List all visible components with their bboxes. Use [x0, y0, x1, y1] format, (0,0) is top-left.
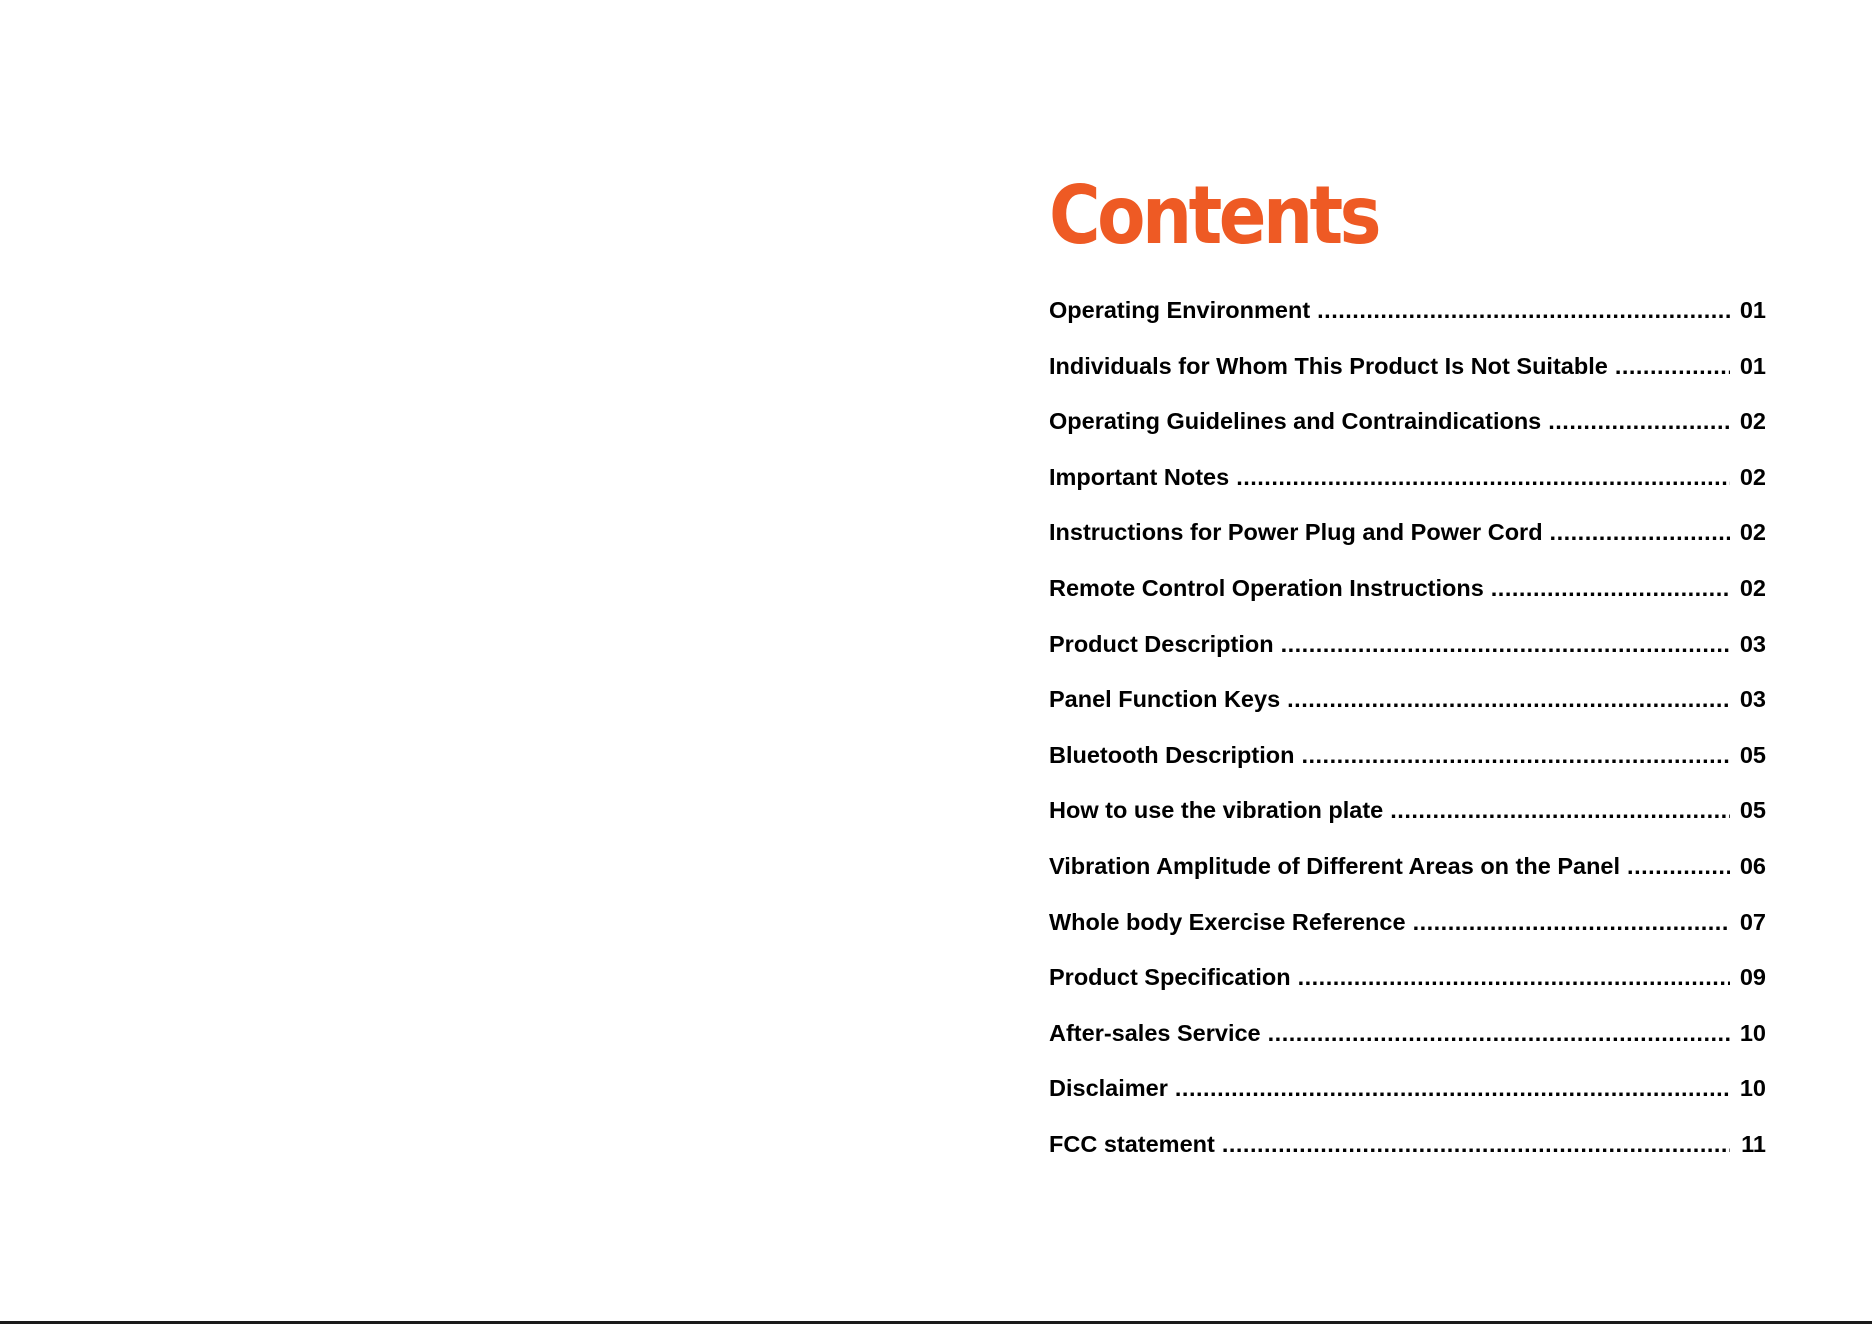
- toc-entry-page: 02: [1739, 574, 1766, 601]
- toc-entry-title: Disclaimer: [1049, 1075, 1168, 1102]
- toc-entry-page: 10: [1739, 1019, 1766, 1046]
- contents-heading: Contents: [1049, 169, 1379, 262]
- toc-entry-page: 06: [1739, 852, 1766, 879]
- toc-entry-page: 02: [1739, 519, 1766, 546]
- toc-entry-title: Operating Guidelines and Contraindications: [1049, 408, 1542, 435]
- toc-entry-title: Instructions for Power Plug and Power Cord: [1049, 519, 1543, 546]
- toc-entry[interactable]: [1049, 846, 1766, 902]
- toc-entry[interactable]: [1049, 401, 1766, 457]
- toc-entry-title: FCC statement: [1049, 1130, 1215, 1157]
- toc-entry-page: 02: [1739, 463, 1766, 490]
- toc-entry-title: Vibration Amplitude of Different Areas on the Panel: [1049, 852, 1621, 879]
- toc-dot-leader: [1548, 401, 1730, 441]
- toc-entry-page: 03: [1739, 630, 1766, 657]
- toc-entry-title: Operating Environment: [1049, 297, 1311, 323]
- toc-dot-leader: [1301, 735, 1730, 775]
- toc-entry[interactable]: [1049, 790, 1766, 846]
- toc-entry-page: 05: [1739, 797, 1766, 824]
- toc-entry-title: Product Specification: [1049, 964, 1291, 991]
- toc-entry[interactable]: [1049, 346, 1766, 402]
- toc-dot-leader: [1615, 346, 1730, 386]
- toc-dot-leader: [1287, 679, 1730, 719]
- toc-entry[interactable]: [1049, 568, 1766, 624]
- toc-entry-page: 11: [1741, 1130, 1766, 1157]
- toc-dot-leader: [1298, 957, 1730, 997]
- toc-dot-leader: [1413, 902, 1730, 942]
- toc-dot-leader: [1491, 568, 1730, 608]
- toc-entry[interactable]: [1049, 1124, 1766, 1180]
- toc-dot-leader: [1281, 624, 1730, 664]
- toc-entry-title: Product Description: [1049, 630, 1274, 657]
- toc-entry[interactable]: [1049, 512, 1766, 568]
- toc-entry[interactable]: [1049, 1013, 1766, 1069]
- toc-dot-leader: [1175, 1068, 1730, 1108]
- toc-entry-title: Important Notes: [1049, 463, 1230, 490]
- toc-entry-page: 05: [1739, 741, 1766, 768]
- toc-entry[interactable]: [1049, 457, 1766, 513]
- toc-entry[interactable]: [1049, 624, 1766, 680]
- toc-dot-leader: [1550, 512, 1730, 552]
- toc-dot-leader: [1317, 290, 1730, 330]
- toc-entry-page: 01: [1739, 352, 1766, 379]
- toc-entry-title: How to use the vibration plate: [1049, 797, 1384, 824]
- left-page-blank: [0, 0, 936, 1322]
- toc-entry-page: 03: [1739, 686, 1766, 713]
- toc-entry-page: 01: [1739, 297, 1766, 323]
- toc-dot-leader: [1627, 846, 1730, 886]
- toc-entry[interactable]: [1049, 902, 1766, 958]
- toc-entry[interactable]: [1049, 735, 1766, 791]
- table-of-contents: [1049, 290, 1766, 1180]
- toc-entry-page: 07: [1739, 908, 1766, 935]
- toc-entry-title: Whole body Exercise Reference: [1049, 908, 1406, 935]
- toc-entry-page: 10: [1739, 1075, 1766, 1102]
- toc-entry-title: Individuals for Whom This Product Is Not Suitable: [1049, 352, 1608, 379]
- toc-entry-page: 02: [1739, 408, 1766, 435]
- toc-dot-leader: [1268, 1013, 1730, 1053]
- toc-dot-leader: [1236, 457, 1730, 497]
- toc-entry[interactable]: [1049, 290, 1766, 346]
- toc-entry[interactable]: [1049, 957, 1766, 1013]
- toc-dot-leader: [1390, 790, 1730, 830]
- toc-dot-leader: [1222, 1124, 1730, 1164]
- toc-entry-page: 09: [1739, 964, 1766, 991]
- toc-entry[interactable]: [1049, 679, 1766, 735]
- toc-entry-title: Panel Function Keys: [1049, 686, 1281, 713]
- toc-entry-title: Remote Control Operation Instructions: [1049, 574, 1484, 601]
- toc-entry-title: Bluetooth Description: [1049, 741, 1295, 768]
- toc-entry-title: After-sales Service: [1049, 1019, 1261, 1046]
- toc-entry[interactable]: [1049, 1068, 1766, 1124]
